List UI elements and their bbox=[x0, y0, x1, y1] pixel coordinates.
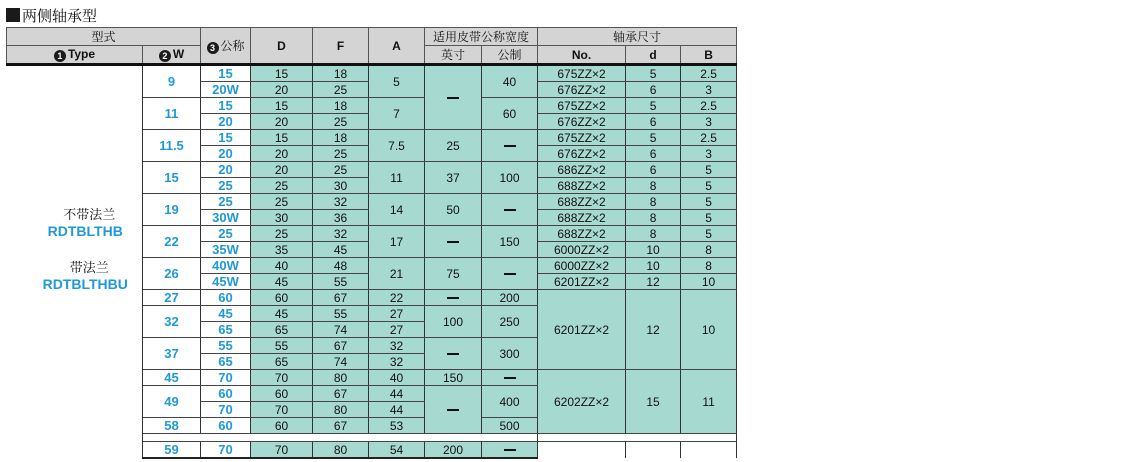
bearing-B: 5 bbox=[681, 226, 737, 242]
header-A: A bbox=[369, 28, 425, 65]
D-value: 60 bbox=[251, 386, 313, 402]
nominal-value: 20W bbox=[201, 82, 251, 98]
bearing-no: 676ZZ×2 bbox=[538, 146, 626, 162]
nominal-value: 70 bbox=[201, 402, 251, 418]
bearing-B: 10 bbox=[681, 290, 737, 370]
bearing-d: 8 bbox=[626, 194, 681, 210]
A-value: 40 bbox=[369, 370, 425, 386]
inch-value bbox=[425, 226, 482, 258]
bearing-B: 5 bbox=[681, 162, 737, 178]
dash-mark bbox=[447, 241, 459, 243]
nominal-value: 20 bbox=[201, 146, 251, 162]
A-value: 17 bbox=[369, 226, 425, 258]
nominal-value: 45 bbox=[201, 306, 251, 322]
F-value: 25 bbox=[313, 146, 369, 162]
F-value: 80 bbox=[313, 402, 369, 418]
metric-value bbox=[482, 130, 538, 162]
nominal-value: 65 bbox=[201, 354, 251, 370]
metric-value bbox=[482, 194, 538, 226]
metric-value: 40 bbox=[482, 65, 538, 98]
page-title: 两侧轴承型 bbox=[22, 6, 98, 25]
nominal-value: 60 bbox=[201, 386, 251, 402]
w-value: 26 bbox=[143, 258, 201, 290]
nominal-value: 65 bbox=[201, 322, 251, 338]
bearing-B: 5 bbox=[681, 194, 737, 210]
header-bearing-size: 轴承尺寸 bbox=[538, 28, 737, 46]
inch-value bbox=[425, 65, 482, 130]
bearing-B: 3 bbox=[681, 82, 737, 98]
bearing-B: 3 bbox=[681, 114, 737, 130]
header-D: D bbox=[251, 28, 313, 65]
badge-1-icon: 1 bbox=[54, 50, 66, 62]
nominal-value: 15 bbox=[201, 98, 251, 114]
type-code: RDTBLTHB bbox=[47, 223, 123, 239]
table-body bbox=[7, 65, 737, 459]
nominal-value: 40W bbox=[201, 258, 251, 274]
A-value: 7.5 bbox=[369, 130, 425, 162]
table-row bbox=[7, 65, 737, 82]
A-value: 54 bbox=[369, 442, 425, 459]
D-value: 70 bbox=[251, 402, 313, 418]
type-label-cn: 带法兰 bbox=[69, 261, 109, 276]
bearing-no: 6000ZZ×2 bbox=[538, 258, 626, 274]
type-label-cn: 不带法兰 bbox=[63, 208, 116, 223]
bearing-d: 12 bbox=[626, 274, 681, 290]
D-value: 30 bbox=[251, 210, 313, 226]
F-value: 67 bbox=[313, 386, 369, 402]
empty-cell bbox=[538, 442, 626, 459]
metric-value bbox=[482, 442, 538, 459]
F-value: 48 bbox=[313, 258, 369, 274]
dash-mark bbox=[504, 377, 516, 379]
nominal-value: 30W bbox=[201, 210, 251, 226]
w-value: 9 bbox=[143, 65, 201, 98]
bearing-d: 10 bbox=[626, 242, 681, 258]
bearing-d: 5 bbox=[626, 98, 681, 114]
badge-3-icon: 3 bbox=[207, 42, 219, 54]
header-belt-width: 适用皮带公称宽度 bbox=[425, 28, 538, 46]
nominal-value: 45W bbox=[201, 274, 251, 290]
F-value: 18 bbox=[313, 130, 369, 146]
metric-value bbox=[482, 370, 538, 386]
bearing-B: 5 bbox=[681, 210, 737, 226]
dash-mark bbox=[447, 409, 459, 411]
nominal-value: 35W bbox=[201, 242, 251, 258]
metric-value bbox=[482, 258, 538, 290]
inch-value bbox=[425, 290, 482, 306]
A-value: 27 bbox=[369, 322, 425, 338]
inch-value: 25 bbox=[425, 130, 482, 162]
A-value: 44 bbox=[369, 402, 425, 418]
A-value: 21 bbox=[369, 258, 425, 290]
bearing-B: 8 bbox=[681, 258, 737, 274]
badge-2-icon: 2 bbox=[159, 50, 171, 62]
header-nominal-label: 公称 bbox=[220, 39, 245, 53]
header-type-label: Type bbox=[67, 47, 96, 61]
page-title-block bbox=[6, 4, 97, 26]
bearing-no: 688ZZ×2 bbox=[538, 226, 626, 242]
w-value: 49 bbox=[143, 386, 201, 418]
metric-value: 100 bbox=[482, 162, 538, 194]
D-value: 70 bbox=[251, 370, 313, 386]
D-value: 25 bbox=[251, 194, 313, 210]
bearing-B: 5 bbox=[681, 178, 737, 194]
F-value: 18 bbox=[313, 65, 369, 82]
spacer-right bbox=[538, 434, 737, 442]
w-value: 15 bbox=[143, 162, 201, 194]
D-value: 45 bbox=[251, 306, 313, 322]
D-value: 15 bbox=[251, 98, 313, 114]
inch-value bbox=[425, 386, 482, 434]
nominal-value: 25 bbox=[201, 178, 251, 194]
metric-value: 400 bbox=[482, 386, 538, 418]
bearing-no: 688ZZ×2 bbox=[538, 194, 626, 210]
bearing-B: 2.5 bbox=[681, 130, 737, 146]
bearing-no: 675ZZ×2 bbox=[538, 130, 626, 146]
metric-value: 60 bbox=[482, 98, 538, 130]
metric-value: 200 bbox=[482, 290, 538, 306]
bearing-no: 686ZZ×2 bbox=[538, 162, 626, 178]
bearing-no: 688ZZ×2 bbox=[538, 178, 626, 194]
bearing-no: 6201ZZ×2 bbox=[538, 290, 626, 370]
bearing-no: 6000ZZ×2 bbox=[538, 242, 626, 258]
D-value: 65 bbox=[251, 354, 313, 370]
F-value: 30 bbox=[313, 178, 369, 194]
F-value: 67 bbox=[313, 418, 369, 434]
F-value: 55 bbox=[313, 306, 369, 322]
bearing-no: 6202ZZ×2 bbox=[538, 370, 626, 434]
w-value: 22 bbox=[143, 226, 201, 258]
bearing-B: 8 bbox=[681, 242, 737, 258]
D-value: 15 bbox=[251, 65, 313, 82]
A-value: 14 bbox=[369, 194, 425, 226]
A-value: 32 bbox=[369, 338, 425, 354]
dash-mark bbox=[504, 145, 516, 147]
inch-value: 37 bbox=[425, 162, 482, 194]
F-value: 32 bbox=[313, 194, 369, 210]
D-value: 20 bbox=[251, 114, 313, 130]
F-value: 80 bbox=[313, 370, 369, 386]
w-value: 37 bbox=[143, 338, 201, 370]
bearing-no: 688ZZ×2 bbox=[538, 210, 626, 226]
D-value: 25 bbox=[251, 178, 313, 194]
type-code: RDTBLTHBU bbox=[42, 276, 128, 292]
F-value: 67 bbox=[313, 338, 369, 354]
nominal-value: 25 bbox=[201, 194, 251, 210]
bearing-spec-table bbox=[6, 27, 737, 459]
bearing-d: 6 bbox=[626, 114, 681, 130]
F-value: 74 bbox=[313, 354, 369, 370]
A-value: 7 bbox=[369, 98, 425, 130]
dash-mark bbox=[504, 209, 516, 211]
nominal-value: 25 bbox=[201, 226, 251, 242]
w-value: 32 bbox=[143, 306, 201, 338]
F-value: 25 bbox=[313, 82, 369, 98]
w-value: 45 bbox=[143, 370, 201, 386]
D-value: 45 bbox=[251, 274, 313, 290]
A-value: 11 bbox=[369, 162, 425, 194]
D-value: 40 bbox=[251, 258, 313, 274]
inch-value: 100 bbox=[425, 306, 482, 338]
D-value: 65 bbox=[251, 322, 313, 338]
bearing-d: 6 bbox=[626, 162, 681, 178]
metric-value: 500 bbox=[482, 418, 538, 434]
nominal-value: 15 bbox=[201, 65, 251, 82]
dash-mark bbox=[447, 297, 459, 299]
D-value: 20 bbox=[251, 162, 313, 178]
nominal-value: 20 bbox=[201, 114, 251, 130]
header-type bbox=[7, 46, 143, 65]
header-nominal bbox=[201, 28, 251, 65]
bearing-d: 6 bbox=[626, 146, 681, 162]
type-column bbox=[7, 65, 143, 459]
nominal-value: 70 bbox=[201, 370, 251, 386]
header-metric: 公制 bbox=[482, 46, 538, 65]
bearing-d: 8 bbox=[626, 226, 681, 242]
A-value: 44 bbox=[369, 386, 425, 402]
F-value: 80 bbox=[313, 442, 369, 459]
metric-value: 250 bbox=[482, 306, 538, 338]
dash-mark bbox=[504, 449, 516, 451]
title-square-icon bbox=[6, 8, 20, 22]
w-value: 27 bbox=[143, 290, 201, 306]
F-value: 67 bbox=[313, 290, 369, 306]
empty-cell bbox=[681, 442, 737, 459]
header-F: F bbox=[313, 28, 369, 65]
bearing-B: 2.5 bbox=[681, 65, 737, 82]
nominal-value: 70 bbox=[201, 442, 251, 459]
D-value: 25 bbox=[251, 226, 313, 242]
inch-value: 75 bbox=[425, 258, 482, 290]
F-value: 74 bbox=[313, 322, 369, 338]
bearing-no: 675ZZ×2 bbox=[538, 65, 626, 82]
dash-mark bbox=[504, 273, 516, 275]
F-value: 18 bbox=[313, 98, 369, 114]
D-value: 60 bbox=[251, 418, 313, 434]
header-model: 型式 bbox=[7, 28, 201, 46]
header-w-label: W bbox=[172, 47, 185, 61]
header-no: No. bbox=[538, 46, 626, 65]
A-value: 32 bbox=[369, 354, 425, 370]
A-value: 5 bbox=[369, 65, 425, 98]
A-value: 22 bbox=[369, 290, 425, 306]
A-value: 27 bbox=[369, 306, 425, 322]
F-value: 25 bbox=[313, 162, 369, 178]
D-value: 20 bbox=[251, 146, 313, 162]
inch-value: 50 bbox=[425, 194, 482, 226]
header-B: B bbox=[681, 46, 737, 65]
bearing-no: 676ZZ×2 bbox=[538, 114, 626, 130]
dash-mark bbox=[447, 97, 459, 99]
spacer-row bbox=[143, 434, 538, 442]
bearing-d: 15 bbox=[626, 370, 681, 434]
nominal-value: 20 bbox=[201, 162, 251, 178]
F-value: 32 bbox=[313, 226, 369, 242]
metric-value: 150 bbox=[482, 226, 538, 258]
dash-mark bbox=[447, 353, 459, 355]
bearing-d: 10 bbox=[626, 258, 681, 274]
header-d: d bbox=[626, 46, 681, 65]
D-value: 60 bbox=[251, 290, 313, 306]
inch-value: 150 bbox=[425, 370, 482, 386]
bearing-d: 6 bbox=[626, 82, 681, 98]
D-value: 55 bbox=[251, 338, 313, 354]
bearing-d: 8 bbox=[626, 178, 681, 194]
bearing-B: 2.5 bbox=[681, 98, 737, 114]
bearing-B: 11 bbox=[681, 370, 737, 434]
w-value: 11 bbox=[143, 98, 201, 130]
D-value: 15 bbox=[251, 130, 313, 146]
bearing-d: 5 bbox=[626, 130, 681, 146]
F-value: 25 bbox=[313, 114, 369, 130]
header-inch: 英寸 bbox=[425, 46, 482, 65]
F-value: 36 bbox=[313, 210, 369, 226]
D-value: 20 bbox=[251, 82, 313, 98]
inch-value bbox=[425, 338, 482, 370]
header-w bbox=[143, 46, 201, 65]
bearing-no: 676ZZ×2 bbox=[538, 82, 626, 98]
bearing-d: 8 bbox=[626, 210, 681, 226]
w-value: 59 bbox=[143, 442, 201, 459]
w-value: 19 bbox=[143, 194, 201, 226]
F-value: 45 bbox=[313, 242, 369, 258]
w-value: 58 bbox=[143, 418, 201, 434]
w-value: 11.5 bbox=[143, 130, 201, 162]
bearing-no: 675ZZ×2 bbox=[538, 98, 626, 114]
D-value: 70 bbox=[251, 442, 313, 459]
nominal-value: 60 bbox=[201, 418, 251, 434]
bearing-no: 6201ZZ×2 bbox=[538, 274, 626, 290]
empty-cell bbox=[626, 442, 681, 459]
nominal-value: 60 bbox=[201, 290, 251, 306]
nominal-value: 15 bbox=[201, 130, 251, 146]
bearing-d: 5 bbox=[626, 65, 681, 82]
D-value: 35 bbox=[251, 242, 313, 258]
F-value: 55 bbox=[313, 274, 369, 290]
header-row-1 bbox=[7, 28, 737, 46]
inch-value: 200 bbox=[425, 442, 482, 459]
bearing-B: 3 bbox=[681, 146, 737, 162]
bearing-d: 12 bbox=[626, 290, 681, 370]
A-value: 53 bbox=[369, 418, 425, 434]
metric-value: 300 bbox=[482, 338, 538, 370]
bearing-B: 10 bbox=[681, 274, 737, 290]
nominal-value: 55 bbox=[201, 338, 251, 354]
